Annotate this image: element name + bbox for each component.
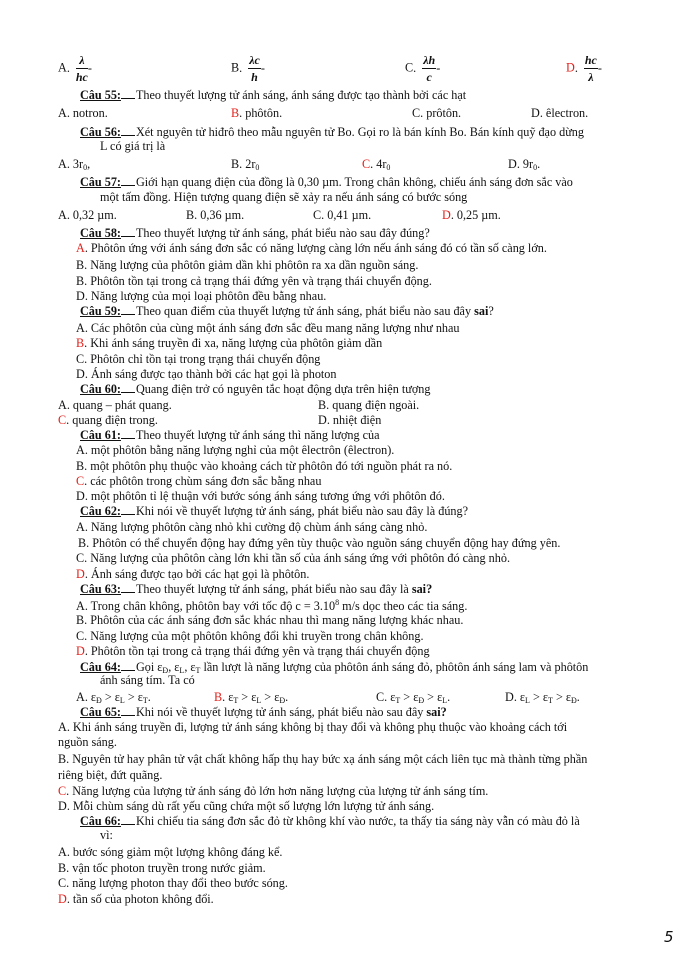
- option-text: . quang điện ngoài.: [326, 398, 420, 412]
- correct-option-label: D: [442, 208, 451, 222]
- question-66: [80, 815, 580, 827]
- option-label: B: [76, 613, 85, 627]
- answer-option-a: [58, 209, 117, 221]
- option-text: > ε: [261, 690, 280, 704]
- fraction-formula: [76, 54, 88, 83]
- option-text: . Ánh sáng được tạo thành bởi các hạt gọi là photon: [84, 367, 337, 381]
- answer-option-a: [76, 521, 427, 533]
- answer-option-c: [362, 158, 390, 172]
- question-underline-gap: [121, 815, 135, 825]
- question-underline-gap: [121, 706, 135, 716]
- question-number: Câu 55:: [80, 88, 121, 102]
- answer-option-b: [76, 460, 452, 472]
- option-text: .: [285, 690, 289, 704]
- option-text: > ε: [238, 690, 257, 704]
- symbol-subscript: T: [233, 696, 239, 705]
- option-label: B: [231, 60, 240, 75]
- option-dot: .: [574, 61, 578, 76]
- option-label: B: [58, 861, 67, 875]
- answer-option-b: [231, 107, 282, 119]
- question-text: Quang điện trở có nguyên tắc hoạt động dựa trên hiện tượng: [135, 382, 431, 396]
- option-label: D: [58, 799, 67, 813]
- option-text: > ε: [529, 690, 549, 704]
- question-underline-gap: [121, 429, 135, 439]
- fraction-numerator: λc: [249, 53, 260, 67]
- option-text: . Mỗi chùm sáng dù rất yếu cũng chứa một số lượng lớn lượng tử ánh sáng.: [66, 799, 435, 813]
- answer-option-a: [76, 242, 547, 254]
- question-emphasis: sai: [474, 304, 489, 318]
- option-text: > ε: [552, 690, 571, 704]
- option-label: A: [76, 321, 85, 335]
- question-number: Câu 62:: [80, 504, 121, 518]
- question-text: Theo thuyết lượng tử ánh sáng, ánh sáng được tạo thành bởi các hạt: [135, 88, 467, 102]
- fraction-formula: [584, 54, 598, 83]
- question-number: Câu 61:: [80, 428, 121, 442]
- fraction-denominator: h: [251, 69, 258, 84]
- option-label: A: [58, 208, 67, 222]
- option-text: . 0,41 µm.: [321, 208, 372, 222]
- option-text: . ε: [384, 690, 396, 704]
- option-text: . các phôtôn trong chùm sáng đơn sắc bằng nhau: [84, 474, 322, 488]
- option-text-continuation: riêng biệt, đứt quãng.: [58, 768, 163, 782]
- answer-option-a: [58, 399, 172, 411]
- fraction-denominator: c: [426, 69, 432, 84]
- answer-option-d: [76, 568, 309, 580]
- option-label: B: [76, 459, 85, 473]
- symbol-subscript: T: [548, 696, 553, 705]
- answer-option-c: [58, 785, 488, 797]
- answer-option-c: [376, 691, 450, 705]
- fraction-numerator: λh: [423, 53, 436, 67]
- question-text: Theo thuyết lượng tử ánh sáng thì năng lượng của: [135, 428, 380, 442]
- option-text: . phôtôn.: [239, 106, 283, 120]
- option-label: A: [76, 520, 85, 534]
- question-text: Khi nói về thuyết lượng tử ánh sáng, phát biểu nào sau đây: [135, 705, 427, 719]
- option-dot: .: [239, 61, 243, 76]
- option-label: C: [313, 208, 322, 222]
- fraction-numerator: λ: [76, 54, 88, 69]
- question-text: Xét nguyên tử hiđrô theo mẫu nguyên tử Bo. Gọi ro là bán kính Bo. Bán kính quỹ đạo dừng: [135, 125, 584, 139]
- option-label: A: [58, 60, 67, 75]
- answer-option-b: [58, 862, 266, 874]
- option-label: D: [76, 367, 85, 381]
- answer-option-d: [318, 414, 381, 426]
- option-subscript: 0: [83, 163, 88, 172]
- answer-option-d: [76, 290, 326, 302]
- option-text: . Phôtôn có thể chuyển động hay đứng yên tùy thuộc vào nguồn sáng chuyển động hay đứng yên.: [86, 536, 561, 550]
- answer-option-a: [76, 599, 467, 612]
- option-text: . notron.: [66, 106, 108, 120]
- option-text: . prôtôn.: [420, 106, 462, 120]
- option-text: . bước sóng giảm một lượng không đáng kể.: [66, 845, 283, 859]
- question-number: Câu 63:: [80, 582, 121, 596]
- option-suffix: -: [87, 61, 92, 76]
- option-text: . 3r: [66, 157, 84, 171]
- option-text: . Ánh sáng được tạo bởi các hạt gọi là phôtôn.: [84, 567, 310, 581]
- symbol-subscript: T: [142, 696, 148, 705]
- option-label: A: [76, 599, 85, 613]
- option-text: . Phôtôn tồn tại trong cả trạng thái đứng yên và trạng thái chuyển động.: [84, 274, 432, 288]
- symbol-subscript: Đ: [418, 696, 425, 705]
- question-underline-gap: [121, 176, 135, 186]
- symbol-subscript: L: [442, 696, 448, 705]
- option-text: > ε: [424, 690, 443, 704]
- option-label: A: [58, 398, 67, 412]
- option-label: C: [58, 876, 67, 890]
- option-label: B: [186, 208, 195, 222]
- option-suffix: -: [260, 61, 265, 76]
- answer-option: [566, 54, 602, 83]
- option-label: D: [318, 413, 327, 427]
- correct-option-label: B: [231, 106, 240, 120]
- option-text: . Năng lượng của một phôtôn không đổi khi truyền trong chân không.: [84, 629, 424, 643]
- option-suffix: -: [436, 61, 441, 76]
- question-number: Câu 64:: [80, 660, 121, 674]
- option-label: C: [405, 60, 414, 75]
- option-text-end: .: [537, 157, 541, 171]
- question-text: Khi chiếu tia sáng đơn sắc đỏ từ không khí vào nước, ta thấy tia sáng này vẫn có màu đỏ là: [135, 814, 580, 828]
- option-label: B: [76, 274, 85, 288]
- answer-option-b: [76, 337, 382, 349]
- answer-option-a: [76, 691, 151, 705]
- question-65: [80, 706, 447, 718]
- fraction-formula: [422, 54, 436, 83]
- option-text: . tần số của photon không đổi.: [66, 892, 214, 906]
- question-underline-gap: [121, 126, 135, 136]
- question-text: Giới hạn quang điện của đồng là 0,30 µm. Trong chân không, chiếu ánh sáng đơn sắc vào: [135, 175, 573, 189]
- question-59: [80, 305, 494, 317]
- answer-option-d: [76, 645, 430, 657]
- question-underline-gap: [121, 89, 135, 99]
- question-text: , ε: [168, 660, 180, 674]
- answer-option-b: [76, 275, 432, 287]
- answer-option: [405, 54, 440, 83]
- correct-option-label: D: [58, 892, 67, 906]
- fraction-formula: [248, 54, 261, 83]
- question-text: Theo quan điểm của thuyết lượng tử ánh sáng, phát biểu nào sau đây: [135, 304, 475, 318]
- option-label: C: [76, 551, 85, 565]
- correct-option-label: C: [76, 474, 85, 488]
- option-text: . một phôtôn phụ thuộc vào khoảng cách từ phôtôn đó tới nguồn phát ra nó.: [84, 459, 453, 473]
- symbol-subscript: T: [395, 696, 401, 705]
- question-underline-gap: [121, 505, 135, 515]
- option-superscript: 8: [335, 598, 340, 607]
- option-text: . Trong chân không, phôtôn bay với tốc độ c = 3.10: [84, 599, 336, 613]
- option-label: A: [76, 690, 85, 704]
- symbol-subscript: Đ: [571, 696, 577, 705]
- symbol-subscript: T: [195, 666, 201, 675]
- question-61: [80, 429, 380, 441]
- question-text-end: ?: [488, 304, 494, 318]
- option-text: . 4r: [370, 157, 387, 171]
- answer-option-b: [318, 399, 419, 411]
- option-text: . Phôtôn ứng với ánh sáng đơn sắc có năng lượng càng lớn nếu ánh sáng đó có tần số càng lớn.: [84, 241, 547, 255]
- option-text: .: [576, 690, 580, 704]
- option-text: . Phôtôn chỉ tồn tại trong trạng thái chuyển động: [84, 352, 321, 366]
- symbol-subscript: L: [256, 696, 262, 705]
- option-label: A: [58, 720, 67, 734]
- answer-option-d: [442, 209, 501, 221]
- option-label: B: [78, 536, 87, 550]
- option-label: D: [508, 157, 517, 171]
- option-text: . Khi ánh sáng truyền đi xa, năng lượng của phôtôn giảm dần: [84, 336, 383, 350]
- answer-option-a: [76, 444, 394, 456]
- correct-option-label: D: [566, 60, 575, 75]
- answer-option-d: [508, 158, 540, 172]
- option-suffix: -: [597, 61, 602, 76]
- symbol-subscript: L: [525, 696, 530, 705]
- question-emphasis: sai?: [426, 705, 447, 719]
- option-text-end: m/s dọc theo các tia sáng.: [339, 599, 468, 613]
- option-label: B: [58, 752, 67, 766]
- option-text: . vận tốc photon truyền trong nước giảm.: [66, 861, 266, 875]
- question-number: Câu 57:: [80, 175, 121, 189]
- option-text: > ε: [400, 690, 419, 704]
- symbol-subscript: Đ: [279, 696, 286, 705]
- option-label: B: [76, 258, 85, 272]
- option-label: C: [376, 690, 385, 704]
- answer-option-d: [76, 490, 445, 502]
- answer-option-c: [76, 475, 321, 487]
- option-text: . Năng lượng của phôtôn càng lớn khi tần số của ánh sáng ứng với phôtôn đó càng nhỏ.: [84, 551, 510, 565]
- option-text: . ε: [513, 690, 526, 704]
- question-58: [80, 227, 430, 239]
- question-60: [80, 383, 430, 395]
- answer-option-b: [214, 691, 288, 705]
- option-text: . 2r: [239, 157, 256, 171]
- option-text: . 0,36 µm.: [194, 208, 245, 222]
- symbol-subscript: Đ: [162, 666, 169, 675]
- option-text: > ε: [124, 690, 143, 704]
- fraction-numerator: hc: [584, 53, 597, 67]
- option-dot: .: [66, 61, 70, 76]
- option-label: A: [58, 157, 67, 171]
- question-text: lần lượt là năng lượng của phôtôn ánh sáng đỏ, phôtôn ánh sáng lam và phôtôn: [200, 660, 589, 674]
- answer-option-c: [313, 209, 371, 221]
- symbol-subscript: L: [119, 696, 125, 705]
- question-text: Gọi ε: [135, 660, 163, 674]
- question-number: Câu 58:: [80, 226, 121, 240]
- option-subscript: 0: [533, 163, 538, 172]
- question-underline-gap: [121, 383, 135, 393]
- option-text: . một phôtôn bằng năng lượng nghỉ của một êlectrôn (êlectron).: [84, 443, 395, 457]
- option-label: C: [412, 106, 421, 120]
- symbol-subscript: Đ: [96, 696, 102, 705]
- question-number: Câu 60:: [80, 382, 121, 396]
- correct-option-label: B: [76, 336, 85, 350]
- answer-option-b: [186, 209, 244, 221]
- correct-option-label: C: [58, 413, 67, 427]
- correct-option-label: C: [362, 157, 371, 171]
- question-underline-gap: [121, 583, 135, 593]
- option-label: A: [58, 845, 67, 859]
- answer-option-d: [58, 893, 214, 905]
- question-number: Câu 65:: [80, 705, 121, 719]
- answer-option-a: [58, 158, 90, 172]
- answer-option-d: [76, 368, 337, 380]
- option-text: . nhiệt điện: [326, 413, 382, 427]
- option-subscript: 0: [255, 163, 260, 172]
- correct-option-label: A: [76, 241, 85, 255]
- option-text-end: ,: [87, 157, 91, 171]
- option-text: . Năng lượng của mọi loại phôtôn đều bằng nhau.: [84, 289, 327, 303]
- question-emphasis: sai?: [411, 582, 433, 596]
- correct-option-label: D: [76, 567, 85, 581]
- question-text: Theo thuyết lượng tử ánh sáng, phát biểu nào sau đây là: [135, 582, 412, 596]
- question-56: [80, 126, 584, 138]
- correct-option-label: B: [214, 690, 223, 704]
- answer-option: [231, 54, 265, 83]
- fraction-denominator: hc: [75, 69, 88, 84]
- option-text: . 0,25 µm.: [450, 208, 501, 222]
- answer-option-b: [76, 259, 418, 271]
- option-text: . 9r: [516, 157, 534, 171]
- answer-option-c: [58, 414, 158, 426]
- option-text: . một phôtôn tỉ lệ thuận với bước sóng ánh sáng tương ứng với phôtôn đó.: [84, 489, 445, 503]
- answer-option-a: [58, 107, 108, 119]
- question-text-continuation: một tấm đồng. Hiện tượng quang điện sẽ xảy ra nếu ánh sáng có bước sóng: [100, 190, 468, 204]
- option-text: . năng lượng photon thay đổi theo bước sóng.: [66, 876, 288, 890]
- option-text: . êlectron.: [539, 106, 589, 120]
- option-dot: .: [413, 61, 417, 76]
- answer-option-b: [76, 614, 463, 626]
- option-label: D: [76, 489, 85, 503]
- option-text: . Phôtôn của các ánh sáng đơn sắc khác nhau thì mang năng lượng khác nhau.: [84, 613, 464, 627]
- question-text-continuation: ánh sáng tím. Ta có: [100, 673, 195, 687]
- question-text: Theo thuyết lượng tử ánh sáng, phát biểu nào sau đây đúng?: [135, 226, 430, 240]
- option-subscript: 0: [386, 163, 391, 172]
- option-text: . Khi ánh sáng truyền đi, lượng tử ánh sáng không bị thay đổi và không phụ thuộc vào khoảng cách tới: [66, 720, 568, 734]
- answer-option-c: [76, 552, 510, 564]
- question-number: Câu 56:: [80, 125, 121, 139]
- fraction-denominator: λ: [588, 69, 594, 84]
- symbol-subscript: L: [179, 666, 185, 675]
- answer-option-a: [58, 721, 567, 733]
- option-label: D: [505, 690, 514, 704]
- option-text: .: [147, 690, 151, 704]
- answer-option-b: [78, 537, 560, 549]
- option-label: C: [76, 629, 85, 643]
- page-number: 5: [664, 928, 674, 946]
- option-text: . Năng lượng phôtôn càng nhỏ khi cường độ chùm ánh sáng càng nhỏ.: [84, 520, 428, 534]
- question-55: [80, 89, 466, 101]
- question-57: [80, 176, 573, 188]
- answer-option-d: [58, 800, 434, 812]
- question-text-continuation: L có giá trị là: [100, 139, 166, 153]
- option-text: . ε: [222, 690, 234, 704]
- option-text: . Phôtôn tồn tại trong cả trạng thái đứng yên và trạng thái chuyển động: [84, 644, 430, 658]
- question-underline-gap: [121, 661, 135, 671]
- option-text: . Các phôtôn của cùng một ánh sáng đơn sắc đều mang năng lượng như nhau: [84, 321, 460, 335]
- answer-option-a: [58, 846, 282, 858]
- question-text: , ε: [184, 660, 196, 674]
- question-underline-gap: [121, 305, 135, 315]
- correct-option-label: C: [58, 784, 67, 798]
- option-label: D: [531, 106, 540, 120]
- option-label: D: [76, 289, 85, 303]
- option-text: > ε: [101, 690, 120, 704]
- answer-option-b: [231, 158, 259, 172]
- answer-option-c: [412, 107, 461, 119]
- option-label: B: [231, 157, 240, 171]
- option-label: A: [58, 106, 67, 120]
- option-label: A: [76, 443, 85, 457]
- option-label: C: [76, 352, 85, 366]
- option-text: . ε: [84, 690, 97, 704]
- answer-option: [58, 54, 92, 83]
- option-text: . Năng lượng của lượng tử ánh sáng đỏ lớn hơn năng lượng của lượng tử ánh sáng tím.: [66, 784, 489, 798]
- question-text: Khi nói về thuyết lượng tử ánh sáng, phát biểu nào sau đây là đúng?: [135, 504, 469, 518]
- option-text: . 0,32 µm.: [66, 208, 117, 222]
- answer-option-c: [76, 353, 320, 365]
- answer-option-d: [505, 691, 580, 705]
- question-text-continuation: vì:: [100, 828, 113, 842]
- answer-option-a: [76, 322, 460, 334]
- option-text: . quang điện trong.: [66, 413, 158, 427]
- answer-option-d: [531, 107, 588, 119]
- question-62: [80, 505, 468, 517]
- question-number: Câu 59:: [80, 304, 121, 318]
- option-text: .: [447, 690, 451, 704]
- option-text: . quang – phát quang.: [66, 398, 172, 412]
- answer-option-b: [58, 753, 587, 765]
- question-number: Câu 66:: [80, 814, 121, 828]
- option-label: B: [318, 398, 327, 412]
- option-text: . Nguyên tử hay phân tử vật chất không hấp thụ hay bức xạ ánh sáng một cách liên tục mà thành từng phần: [66, 752, 588, 766]
- correct-option-label: D: [76, 644, 85, 658]
- question-63: [80, 583, 432, 595]
- answer-option-c: [76, 630, 424, 642]
- answer-option-c: [58, 877, 288, 889]
- option-text: . Năng lượng của phôtôn giảm dần khi phôtôn ra xa dần nguồn sáng.: [84, 258, 419, 272]
- question-underline-gap: [121, 227, 135, 237]
- option-text-continuation: nguồn sáng.: [58, 735, 117, 749]
